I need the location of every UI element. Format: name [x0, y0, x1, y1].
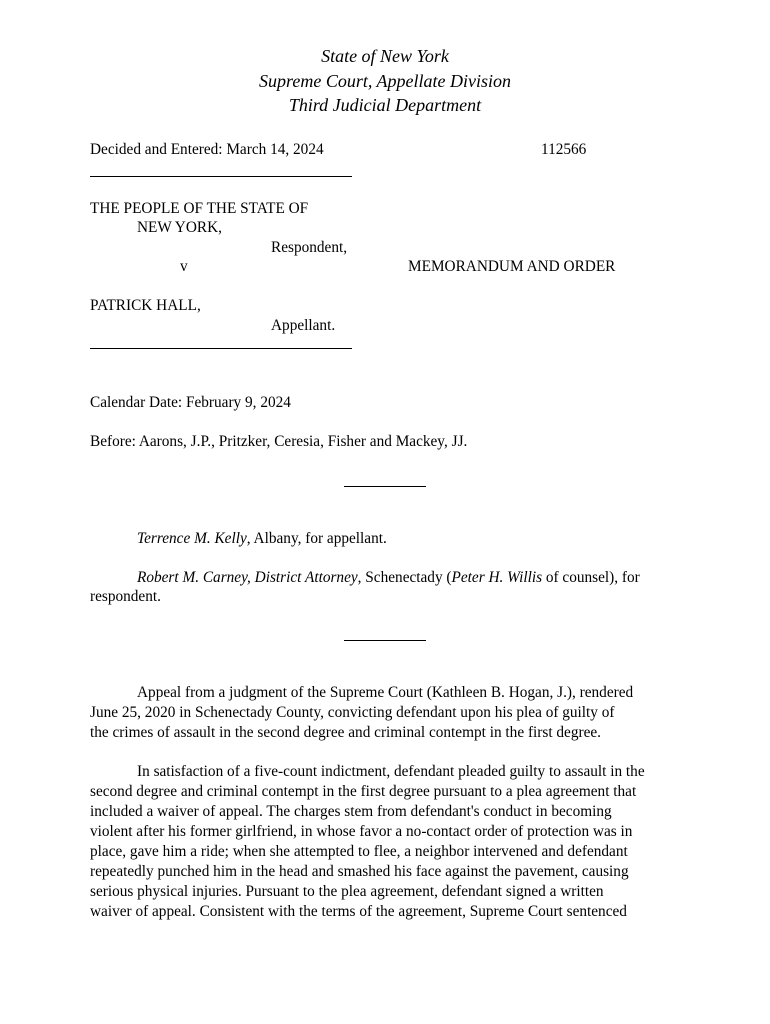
court-name: Supreme Court, Appellate Division — [259, 70, 511, 91]
caption-bottom-rule — [90, 348, 352, 349]
appellant-counsel: Terrence M. Kelly, Albany, for appellant. — [137, 530, 387, 547]
respondent-counsel-name: Robert M. Carney, District Attorney — [137, 569, 358, 586]
section-divider-2 — [344, 640, 426, 641]
respondent-counsel: Robert M. Carney, District Attorney, Schenectady (Peter H. Willis of counsel), for — [137, 569, 640, 586]
paragraph-line: June 25, 2020 in Schenectady County, convicting defendant upon his plea of guilty of — [90, 704, 615, 721]
paragraph-line: In satisfaction of a five-count indictment, defendant pleaded guilty to assault in the — [137, 763, 645, 780]
appellant-counsel-name: Terrence M. Kelly — [137, 530, 247, 547]
court-state: State of New York — [321, 46, 449, 66]
panel-before: Before: Aarons, J.P., Pritzker, Ceresia, Fisher and Mackey, JJ. — [90, 433, 468, 450]
paragraph-line: included a waiver of appeal. The charges stem from defendant's conduct in becoming — [90, 803, 612, 820]
plaintiff-line-2: NEW YORK, — [137, 219, 222, 236]
calendar-date: Calendar Date: February 9, 2024 — [90, 394, 291, 411]
appellant-role: Appellant. — [271, 317, 336, 334]
court-department: Third Judicial Department — [288, 95, 482, 115]
document-type: MEMORANDUM AND ORDER — [408, 258, 616, 275]
versus: v — [180, 258, 188, 275]
docket-number: 112566 — [541, 141, 587, 158]
decided-date: Decided and Entered: March 14, 2024 — [90, 141, 324, 158]
paragraph-line: serious physical injuries. Pursuant to the plea agreement, defendant signed a written — [90, 883, 604, 900]
caption-top-rule — [90, 176, 352, 177]
section-divider-1 — [344, 486, 426, 487]
plaintiff-line-1: THE PEOPLE OF THE STATE OF — [90, 200, 309, 217]
paragraph-line: violent after his former girlfriend, in whose favor a no-contact order of protection was in — [90, 823, 633, 840]
paragraph-line: Appeal from a judgment of the Supreme Court (Kathleen B. Hogan, J.), rendered — [137, 684, 634, 701]
court-header — [0, 44, 770, 118]
body-paragraph — [90, 762, 682, 922]
respondent-of-counsel: Peter H. Willis — [451, 569, 543, 586]
paragraph-line: place, gave him a ride; when she attempted to flee, a neighbor intervened and defendant — [90, 843, 628, 860]
paragraph-line: the crimes of assault in the second degree and criminal contempt in the first degree. — [90, 724, 601, 741]
respondent-role: Respondent, — [271, 239, 348, 256]
appeal-paragraph — [90, 683, 682, 743]
paragraph-line: waiver of appeal. Consistent with the terms of the agreement, Supreme Court sentenced — [90, 903, 627, 920]
respondent-counsel-line-2: respondent. — [90, 588, 161, 605]
paragraph-line: second degree and criminal contempt in the first degree pursuant to a plea agreement that — [90, 783, 637, 800]
defendant-name: PATRICK HALL, — [90, 297, 201, 314]
paragraph-line: repeatedly punched him in the head and smashed his face against the pavement, causing — [90, 863, 629, 880]
